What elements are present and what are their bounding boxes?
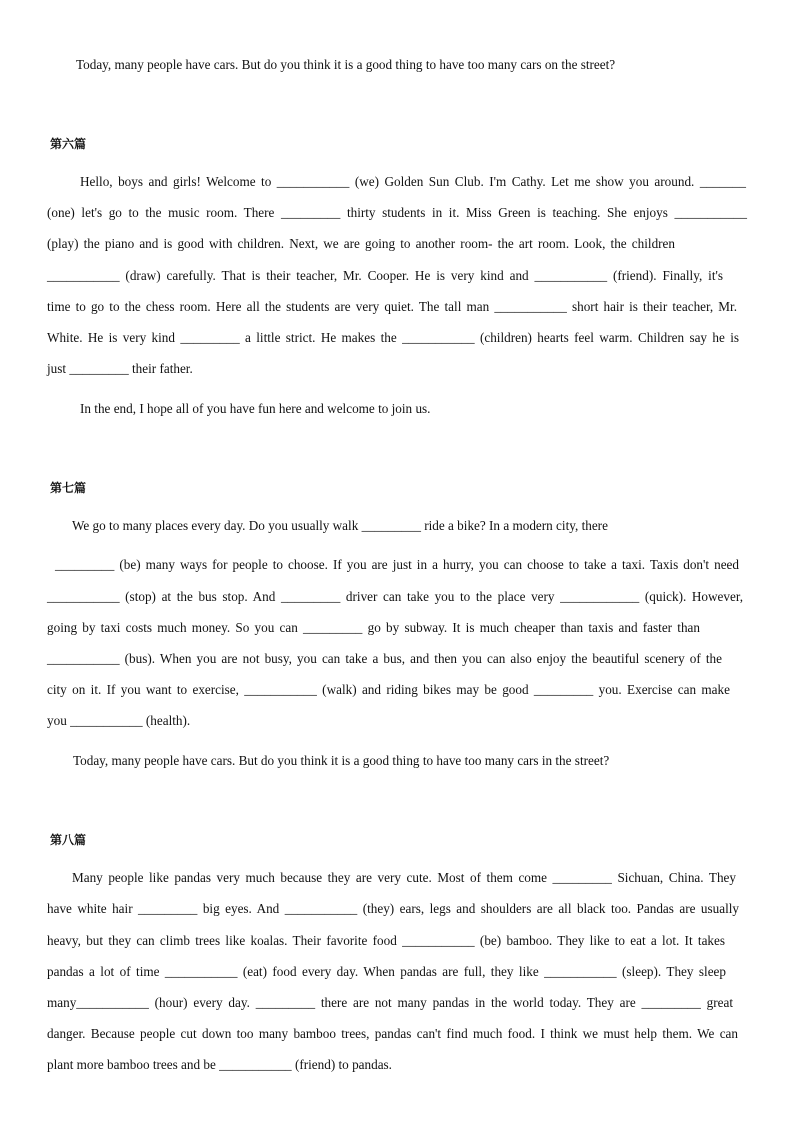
section6-heading: 第六篇 <box>50 137 87 151</box>
section8-heading: 第八篇 <box>50 833 87 847</box>
section8-line-1: Many people like pandas very much because they are very cute. Most of them come _________ Sichuan, China. They <box>72 870 736 885</box>
section7-line-3: ___________ (stop) at the bus stop. And _________ driver can take you to the place very ____________ (quick). However, <box>47 589 743 604</box>
section7-line-1: We go to many places every day. Do you usually walk _________ ride a bike? In a modern city, there <box>72 518 608 533</box>
section8-line-5: many___________ (hour) every day. _________ there are not many pandas in the world today. They are _________ great <box>47 995 733 1010</box>
section8-line-4: pandas a lot of time ___________ (eat) food every day. When pandas are full, they like ___________ (sleep). They sleep <box>47 964 726 979</box>
section8-line-3: heavy, but they can climb trees like koalas. Their favorite food ___________ (be) bamboo. They like to eat a lot. It takes <box>47 933 725 948</box>
section7-line-6: city on it. If you want to exercise, ___________ (walk) and riding bikes may be good _________ you. Exercise can make <box>47 682 730 697</box>
section8-line-2: have white hair _________ big eyes. And ___________ (they) ears, legs and shoulders are all black too. Pandas are usually <box>47 901 739 916</box>
section6-closing: In the end, I hope all of you have fun here and welcome to join us. <box>80 401 431 416</box>
section6-line-2: (one) let's go to the music room. There _________ thirty students in it. Miss Green is teaching. She enjoys ___________ <box>47 205 747 220</box>
section7-line-7: you ___________ (health). <box>47 713 191 728</box>
intro-line: Today, many people have cars. But do you think it is a good thing to have too many cars on the street? <box>76 57 616 72</box>
section6-line-1: Hello, boys and girls! Welcome to ___________ (we) Golden Sun Club. I'm Cathy. Let me show you around. _______ <box>80 174 746 189</box>
section7-line-5: ___________ (bus). When you are not busy, you can take a bus, and then you can also enjoy the beautiful scenery of the <box>47 651 722 666</box>
section7-heading: 第七篇 <box>50 481 87 495</box>
section6-line-4: ___________ (draw) carefully. That is their teacher, Mr. Cooper. He is very kind and ___________ (friend). Finally, it's <box>47 268 723 283</box>
section6-line-6: White. He is very kind _________ a little strict. He makes the ___________ (children) hearts feel warm. Children say he is <box>47 330 739 345</box>
section7-line-4: going by taxi costs much money. So you can _________ go by subway. It is much cheaper than taxis and faster than <box>47 620 700 635</box>
section7-line-2: _________ (be) many ways for people to choose. If you are just in a hurry, you can choose to take a taxi. Taxis don't need <box>55 557 739 572</box>
section8-line-6: danger. Because people cut down too many bamboo trees, pandas can't find much food. I think we must help them. We can <box>47 1026 738 1041</box>
section6-line-7: just _________ their father. <box>47 361 193 376</box>
section8-line-7: plant more bamboo trees and be ___________ (friend) to pandas. <box>47 1057 392 1072</box>
section6-line-3: (play) the piano and is good with children. Next, we are going to another room- the art room. Look, the children <box>47 236 675 251</box>
section7-closing: Today, many people have cars. But do you think it is a good thing to have too many cars in the street? <box>73 753 610 768</box>
section6-line-5: time to go to the chess room. Here all the students are very quiet. The tall man ___________ short hair is their teacher, Mr. <box>47 299 737 314</box>
